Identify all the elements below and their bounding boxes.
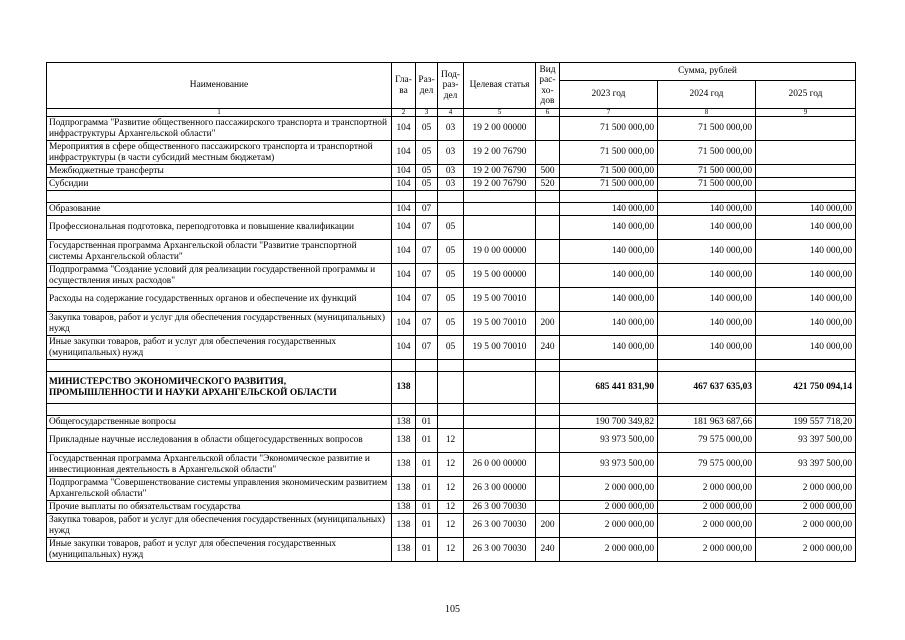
cell-glava: 104: [392, 165, 416, 178]
cell-glava: 138: [392, 453, 416, 477]
table-row: [47, 501, 856, 514]
cell-razdel: [416, 191, 438, 203]
cell-vid: 240: [536, 336, 560, 360]
cell-podrazdel: 03: [438, 141, 464, 165]
cell-glava: 104: [392, 178, 416, 191]
cell-razdel: 01: [416, 538, 438, 562]
cell-2025: [756, 178, 856, 191]
cell-2023: 93 973 500,00: [560, 429, 658, 453]
cell-podrazdel: 12: [438, 501, 464, 514]
cell-2023: 190 700 349,82: [560, 416, 658, 429]
cell-glava: 138: [392, 477, 416, 501]
cell-podrazdel: [438, 404, 464, 416]
cell-glava: 138: [392, 416, 416, 429]
column-index-cell: 4: [438, 109, 464, 117]
cell-glava: 104: [392, 203, 416, 216]
cell-podrazdel: 03: [438, 165, 464, 178]
cell-2025: [756, 404, 856, 416]
cell-name: Образование: [47, 203, 392, 216]
cell-2024: 181 963 687,66: [658, 416, 756, 429]
cell-name: Подпрограмма "Совершенствование системы управления экономическим развитием Архангельской области": [47, 477, 392, 501]
cell-2025: [756, 191, 856, 203]
cell-2025: 2 000 000,00: [756, 477, 856, 501]
cell-2023: [560, 360, 658, 372]
cell-vid: [536, 141, 560, 165]
cell-target: 19 2 00 76790: [464, 141, 536, 165]
cell-podrazdel: 12: [438, 429, 464, 453]
cell-name: [47, 191, 392, 203]
cell-2025: 140 000,00: [756, 288, 856, 312]
cell-razdel: 07: [416, 216, 438, 240]
cell-name: [47, 404, 392, 416]
cell-name: Подпрограмма "Создание условий для реализации государственной программы и осуществления иных расходов": [47, 264, 392, 288]
column-index-cell: 5: [464, 109, 536, 117]
column-index-cell: 3: [416, 109, 438, 117]
spacer-row: [47, 360, 856, 372]
cell-vid: [536, 264, 560, 288]
cell-glava: 104: [392, 288, 416, 312]
cell-2023: 71 500 000,00: [560, 178, 658, 191]
column-index-cell: 2: [392, 109, 416, 117]
cell-2025: [756, 360, 856, 372]
cell-razdel: 07: [416, 203, 438, 216]
cell-2024: 140 000,00: [658, 203, 756, 216]
cell-2024: 140 000,00: [658, 288, 756, 312]
header-target: Целевая статья: [464, 63, 536, 109]
cell-2024: 2 000 000,00: [658, 538, 756, 562]
header-vid: Вид рас-хо-дов: [536, 63, 560, 109]
cell-podrazdel: 12: [438, 477, 464, 501]
table-row: [47, 216, 856, 240]
cell-razdel: 07: [416, 264, 438, 288]
cell-2025: [756, 117, 856, 141]
cell-vid: [536, 453, 560, 477]
cell-podrazdel: 05: [438, 336, 464, 360]
cell-razdel: 05: [416, 141, 438, 165]
cell-glava: 138: [392, 501, 416, 514]
cell-vid: [536, 416, 560, 429]
table-row: [47, 372, 856, 404]
cell-target: [464, 372, 536, 404]
cell-glava: 138: [392, 372, 416, 404]
cell-2023: 93 973 500,00: [560, 453, 658, 477]
cell-target: 26 3 00 70030: [464, 538, 536, 562]
cell-razdel: 05: [416, 117, 438, 141]
cell-2023: 2 000 000,00: [560, 514, 658, 538]
cell-name: Прикладные научные исследования в области общегосударственных вопросов: [47, 429, 392, 453]
cell-name: Профессиональная подготовка, переподготовка и повышение квалификации: [47, 216, 392, 240]
cell-2024: 140 000,00: [658, 216, 756, 240]
cell-2023: 140 000,00: [560, 203, 658, 216]
cell-2023: [560, 404, 658, 416]
cell-podrazdel: 12: [438, 514, 464, 538]
cell-2024: 140 000,00: [658, 240, 756, 264]
cell-2025: 140 000,00: [756, 240, 856, 264]
cell-glava: 104: [392, 216, 416, 240]
table-row: [47, 453, 856, 477]
table-row: [47, 178, 856, 191]
cell-2025: 140 000,00: [756, 264, 856, 288]
cell-2023: 71 500 000,00: [560, 117, 658, 141]
cell-glava: 104: [392, 264, 416, 288]
cell-2024: 71 500 000,00: [658, 178, 756, 191]
cell-vid: 200: [536, 514, 560, 538]
cell-target: 19 5 00 70010: [464, 312, 536, 336]
cell-name: Иные закупки товаров, работ и услуг для обеспечения государственных (муниципальных) нужд: [47, 336, 392, 360]
cell-2024: 2 000 000,00: [658, 501, 756, 514]
cell-vid: 200: [536, 312, 560, 336]
cell-2025: [756, 165, 856, 178]
table-row: [47, 141, 856, 165]
cell-podrazdel: 05: [438, 216, 464, 240]
cell-name: МИНИСТЕРСТВО ЭКОНОМИЧЕСКОГО РАЗВИТИЯ, ПРОМЫШЛЕННОСТИ И НАУКИ АРХАНГЕЛЬСКОЙ ОБЛАСТИ: [47, 372, 392, 404]
cell-glava: 104: [392, 117, 416, 141]
cell-target: 19 2 00 76790: [464, 178, 536, 191]
cell-2024: 140 000,00: [658, 312, 756, 336]
cell-razdel: 05: [416, 165, 438, 178]
cell-name: Расходы на содержание государственных органов и обеспечение их функций: [47, 288, 392, 312]
header-2024: 2024 год: [658, 81, 756, 109]
cell-podrazdel: 05: [438, 312, 464, 336]
cell-podrazdel: [438, 416, 464, 429]
cell-vid: [536, 203, 560, 216]
cell-name: [47, 360, 392, 372]
table-row: [47, 514, 856, 538]
cell-vid: [536, 191, 560, 203]
cell-2024: [658, 404, 756, 416]
spacer-row: [47, 404, 856, 416]
cell-target: 19 5 00 70010: [464, 336, 536, 360]
cell-glava: [392, 360, 416, 372]
cell-razdel: 01: [416, 501, 438, 514]
cell-target: 26 0 00 00000: [464, 453, 536, 477]
cell-target: 19 2 00 76790: [464, 165, 536, 178]
cell-2025: 93 397 500,00: [756, 453, 856, 477]
table-row: [47, 477, 856, 501]
cell-2023: 2 000 000,00: [560, 538, 658, 562]
table-row: [47, 165, 856, 178]
cell-2025: 421 750 094,14: [756, 372, 856, 404]
cell-target: [464, 203, 536, 216]
cell-2023: 140 000,00: [560, 312, 658, 336]
cell-vid: [536, 429, 560, 453]
cell-2023: 140 000,00: [560, 264, 658, 288]
table-row: [47, 538, 856, 562]
cell-glava: [392, 191, 416, 203]
cell-vid: [536, 288, 560, 312]
cell-target: [464, 404, 536, 416]
cell-razdel: 01: [416, 429, 438, 453]
cell-razdel: 01: [416, 477, 438, 501]
header-2025: 2025 год: [756, 81, 856, 109]
spacer-row: [47, 191, 856, 203]
cell-podrazdel: 03: [438, 117, 464, 141]
cell-2023: 71 500 000,00: [560, 165, 658, 178]
cell-2025: 2 000 000,00: [756, 538, 856, 562]
cell-glava: 104: [392, 141, 416, 165]
cell-target: 26 3 00 70030: [464, 501, 536, 514]
cell-2023: 140 000,00: [560, 336, 658, 360]
cell-2025: 2 000 000,00: [756, 501, 856, 514]
cell-2024: 71 500 000,00: [658, 165, 756, 178]
cell-vid: [536, 477, 560, 501]
cell-podrazdel: [438, 191, 464, 203]
table-row: [47, 264, 856, 288]
cell-2023: [560, 191, 658, 203]
cell-2024: 140 000,00: [658, 336, 756, 360]
table-row: [47, 240, 856, 264]
cell-2023: 140 000,00: [560, 216, 658, 240]
table-body: [47, 117, 856, 562]
cell-glava: 104: [392, 312, 416, 336]
table-row: [47, 117, 856, 141]
cell-name: Подпрограмма "Развитие общественного пассажирского транспорта и транспортной инфраструктуры Архангельской области": [47, 117, 392, 141]
cell-2024: 79 575 000,00: [658, 429, 756, 453]
cell-2025: [756, 141, 856, 165]
table-row: [47, 312, 856, 336]
cell-podrazdel: 03: [438, 178, 464, 191]
cell-razdel: [416, 404, 438, 416]
cell-2025: 140 000,00: [756, 312, 856, 336]
cell-2024: 467 637 635,03: [658, 372, 756, 404]
cell-name: Иные закупки товаров, работ и услуг для обеспечения государственных (муниципальных) нужд: [47, 538, 392, 562]
table-row: [47, 203, 856, 216]
header-podrazdel: Под-раз-дел: [438, 63, 464, 109]
cell-target: [464, 360, 536, 372]
cell-name: Мероприятия в сфере общественного пассажирского транспорта и транспортной инфраструктуры (в части субсидий местным бюджетам): [47, 141, 392, 165]
cell-podrazdel: 12: [438, 453, 464, 477]
cell-target: 26 3 00 70030: [464, 514, 536, 538]
cell-vid: [536, 240, 560, 264]
cell-razdel: 07: [416, 288, 438, 312]
cell-name: Субсидии: [47, 178, 392, 191]
cell-glava: [392, 404, 416, 416]
cell-2024: [658, 191, 756, 203]
cell-2025: 199 557 718,20: [756, 416, 856, 429]
cell-razdel: 07: [416, 336, 438, 360]
cell-2025: 140 000,00: [756, 336, 856, 360]
column-index-cell: 7: [560, 109, 658, 117]
cell-2024: 2 000 000,00: [658, 477, 756, 501]
cell-razdel: 01: [416, 416, 438, 429]
cell-razdel: [416, 360, 438, 372]
cell-2024: 71 500 000,00: [658, 117, 756, 141]
cell-2023: 2 000 000,00: [560, 501, 658, 514]
cell-name: Общегосударственные вопросы: [47, 416, 392, 429]
cell-razdel: 07: [416, 312, 438, 336]
table-row: [47, 416, 856, 429]
cell-2025: 140 000,00: [756, 203, 856, 216]
cell-razdel: 07: [416, 240, 438, 264]
cell-podrazdel: [438, 372, 464, 404]
header-2023: 2023 год: [560, 81, 658, 109]
cell-name: Государственная программа Архангельской области "Развитие транспортной системы Архангельской области": [47, 240, 392, 264]
cell-glava: 138: [392, 514, 416, 538]
cell-vid: [536, 216, 560, 240]
cell-vid: [536, 360, 560, 372]
page-number: 105: [445, 604, 460, 615]
cell-2023: 2 000 000,00: [560, 477, 658, 501]
cell-2023: 140 000,00: [560, 240, 658, 264]
budget-table: [46, 62, 856, 562]
cell-name: Прочие выплаты по обязательствам государства: [47, 501, 392, 514]
cell-razdel: 01: [416, 453, 438, 477]
cell-target: [464, 416, 536, 429]
cell-2024: [658, 360, 756, 372]
column-index-cell: 1: [47, 109, 392, 117]
cell-podrazdel: 05: [438, 288, 464, 312]
cell-vid: 500: [536, 165, 560, 178]
cell-vid: [536, 372, 560, 404]
cell-2024: 2 000 000,00: [658, 514, 756, 538]
cell-2023: 71 500 000,00: [560, 141, 658, 165]
cell-vid: 520: [536, 178, 560, 191]
cell-razdel: 01: [416, 514, 438, 538]
cell-target: [464, 429, 536, 453]
cell-2023: 140 000,00: [560, 288, 658, 312]
cell-target: 19 5 00 00000: [464, 264, 536, 288]
column-index-cell: 8: [658, 109, 756, 117]
cell-name: Закупка товаров, работ и услуг для обеспечения государственных (муниципальных) нужд: [47, 312, 392, 336]
table-row: [47, 336, 856, 360]
cell-2023: 685 441 831,90: [560, 372, 658, 404]
cell-2024: 140 000,00: [658, 264, 756, 288]
cell-vid: [536, 117, 560, 141]
cell-podrazdel: 05: [438, 240, 464, 264]
header-razdel: Раз-дел: [416, 63, 438, 109]
column-index-cell: 6: [536, 109, 560, 117]
cell-2025: 2 000 000,00: [756, 514, 856, 538]
cell-name: Государственная программа Архангельской области "Экономическое развитие и инвестиционная деятельность в Архангельской области": [47, 453, 392, 477]
cell-2024: 79 575 000,00: [658, 453, 756, 477]
cell-target: 19 0 00 00000: [464, 240, 536, 264]
cell-podrazdel: [438, 203, 464, 216]
cell-glava: 104: [392, 336, 416, 360]
table-row: [47, 288, 856, 312]
cell-glava: 138: [392, 538, 416, 562]
cell-2025: 93 397 500,00: [756, 429, 856, 453]
cell-glava: 138: [392, 429, 416, 453]
cell-name: Закупка товаров, работ и услуг для обеспечения государственных (муниципальных) нужд: [47, 514, 392, 538]
cell-target: 19 2 00 00000: [464, 117, 536, 141]
cell-target: 26 3 00 00000: [464, 477, 536, 501]
header-name: Наименование: [47, 63, 392, 109]
header-glava: Гла-ва: [392, 63, 416, 109]
cell-vid: [536, 501, 560, 514]
column-index-cell: 9: [756, 109, 856, 117]
header-sum: Сумма, рублей: [560, 63, 856, 81]
cell-target: [464, 216, 536, 240]
column-index-row: [47, 109, 856, 117]
cell-target: [464, 191, 536, 203]
cell-2025: 140 000,00: [756, 216, 856, 240]
cell-podrazdel: 05: [438, 264, 464, 288]
cell-razdel: [416, 372, 438, 404]
cell-glava: 104: [392, 240, 416, 264]
cell-vid: [536, 404, 560, 416]
cell-vid: 240: [536, 538, 560, 562]
table-row: [47, 429, 856, 453]
cell-target: 19 5 00 70010: [464, 288, 536, 312]
cell-name: Межбюджетные трансферты: [47, 165, 392, 178]
cell-podrazdel: 12: [438, 538, 464, 562]
cell-razdel: 05: [416, 178, 438, 191]
cell-2024: 71 500 000,00: [658, 141, 756, 165]
cell-podrazdel: [438, 360, 464, 372]
